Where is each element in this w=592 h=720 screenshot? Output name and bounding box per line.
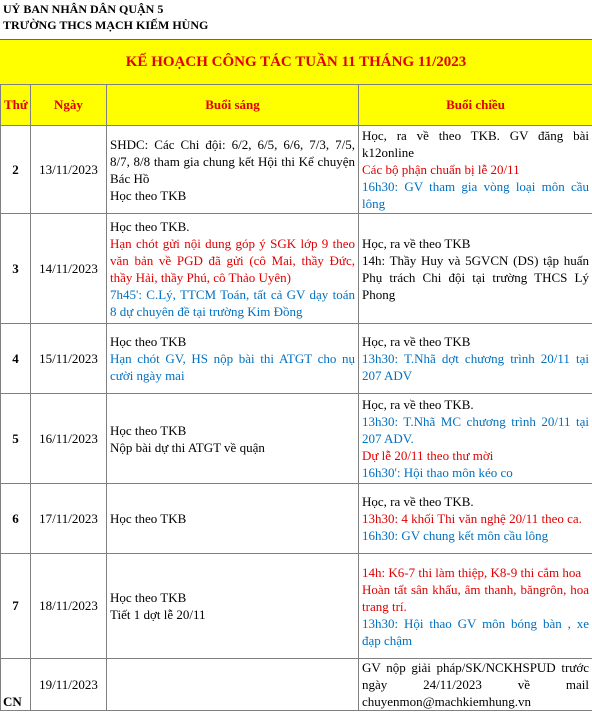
activity-line: 16h30': Hội thao môn kéo co — [362, 465, 513, 480]
morning-cell — [107, 324, 359, 394]
morning-cell — [107, 214, 359, 324]
activity-line: 13h30: 4 khối Thi văn nghệ 20/11 theo ca. — [362, 511, 582, 526]
day-of-week-cell: 4 — [1, 324, 31, 394]
afternoon-cell — [359, 394, 592, 484]
activity-line: Các bộ phận chuẩn bị lễ 20/11 — [362, 162, 520, 177]
morning-cell — [107, 126, 359, 214]
title-banner — [0, 39, 592, 85]
date-cell: 15/11/2023 — [31, 324, 107, 394]
table-row — [1, 394, 592, 484]
col-header-thu: Thứ — [1, 85, 31, 126]
activity-line: Dự lễ 20/11 theo thư mời — [362, 448, 494, 463]
table-header-row — [1, 85, 592, 126]
afternoon-cell — [359, 324, 592, 394]
day-of-week-cell: CN — [1, 659, 31, 711]
day-of-week-cell: 3 — [1, 214, 31, 324]
afternoon-cell — [359, 659, 592, 711]
date-cell: 19/11/2023 — [31, 659, 107, 711]
table-row — [1, 554, 592, 659]
date-cell: 14/11/2023 — [31, 214, 107, 324]
activity-line: Nộp bài dự thi ATGT về quận — [110, 439, 265, 455]
activity-line: GV nộp giải pháp/SK/NCKHSPUD trước ngày 24/11/2023 về mail chuyenmon@machkiemhung.vn — [362, 660, 589, 709]
activity-line: Học, ra về theo TKB — [362, 235, 471, 251]
activity-line: 7h45': C.Lý, TTCM Toán, tất cả GV dạy toán 8 dự chuyên đề tại trường Kim Đồng — [110, 286, 355, 319]
col-header-buoi-sang: Buổi sáng — [107, 85, 359, 126]
activity-line: Hạn chót gửi nội dung góp ý SGK lớp 9 theo văn bản về PGD đã gửi (cô Mai, thầy Đức, thầy Hải, thầy Phú, cô Thảo Uyên) — [110, 235, 355, 285]
col-header-buoi-chieu: Buổi chiều — [359, 85, 592, 126]
day-of-week-cell: 7 — [1, 554, 31, 659]
date-cell: 16/11/2023 — [31, 394, 107, 484]
plan-title: KẾ HOẠCH CÔNG TÁC TUẦN 11 THÁNG 11/2023 — [125, 53, 467, 70]
activity-line: 13h30: Hội thao GV môn bóng bàn , xe đạp chậm — [362, 615, 589, 648]
school-name: TRƯỜNG THCS MẠCH KIẾM HÙNG — [3, 18, 209, 32]
table-row — [1, 214, 592, 324]
afternoon-cell — [359, 214, 592, 324]
activity-line: 14h: Thầy Huy và 5GVCN (DS) tập huấn Phụ trách Chi đội tại trường THCS Lý Phong — [362, 252, 589, 302]
activity-line: 13h30: T.Nhã MC chương trình 20/11 tại 207 ADV. — [362, 414, 589, 446]
activity-line: 16h30: GV chung kết môn cầu lông — [362, 528, 549, 543]
activity-line: Học theo TKB. — [110, 218, 190, 234]
afternoon-cell — [359, 554, 592, 659]
activity-line: 16h30: GV tham gia vòng loại môn cầu lông — [362, 179, 589, 211]
activity-line: Học, ra về theo TKB. — [362, 494, 474, 509]
activity-line: SHDC: Các Chi đội: 6/2, 6/5, 6/6, 7/3, 7/5, 8/7, 8/8 tham gia chung kết Hội thi Kể chuyện Bác Hồ — [110, 136, 355, 186]
date-cell: 13/11/2023 — [31, 126, 107, 214]
activity-line: Hoàn tất sân khấu, âm thanh, băngrôn, hoa trang trí. — [362, 581, 589, 614]
table-row — [1, 659, 592, 711]
activity-line: 13h30: T.Nhã dợt chương trình 20/11 tại 207 ADV — [362, 351, 589, 383]
weekly-plan-table — [0, 84, 592, 711]
activity-line: Học theo TKB — [110, 187, 187, 203]
agency-name: UỶ BAN NHÂN DÂN QUẬN 5 — [3, 2, 164, 16]
activity-line: Học, ra về theo TKB. GV đăng bài k12online — [362, 128, 589, 160]
activity-line: Học, ra về theo TKB — [362, 334, 471, 349]
activity-line: Học theo TKB — [110, 422, 187, 438]
morning-cell — [107, 659, 359, 711]
afternoon-cell — [359, 126, 592, 214]
table-row — [1, 484, 592, 554]
table-row — [1, 126, 592, 214]
activity-line: Học, ra về theo TKB. — [362, 397, 474, 412]
activity-line: Tiết 1 dợt lễ 20/11 — [110, 607, 206, 622]
activity-line: 14h: K6-7 thi làm thiệp, K8-9 thi cắm hoa — [362, 564, 582, 580]
morning-cell — [107, 394, 359, 484]
table-row — [1, 324, 592, 394]
afternoon-cell — [359, 484, 592, 554]
activity-line: Hạn chót GV, HS nộp bài thi ATGT cho nụ cười ngày mai — [110, 351, 355, 383]
day-of-week-cell: 5 — [1, 394, 31, 484]
morning-cell — [107, 554, 359, 659]
col-header-ngay: Ngày — [31, 85, 107, 126]
morning-cell — [107, 484, 359, 554]
activity-line: Học theo TKB — [110, 334, 187, 349]
day-of-week-cell: 2 — [1, 126, 31, 214]
day-of-week-cell: 6 — [1, 484, 31, 554]
date-cell: 18/11/2023 — [31, 554, 107, 659]
date-cell: 17/11/2023 — [31, 484, 107, 554]
activity-line: Học theo TKB — [110, 590, 187, 605]
activity-line: Học theo TKB — [110, 511, 187, 526]
